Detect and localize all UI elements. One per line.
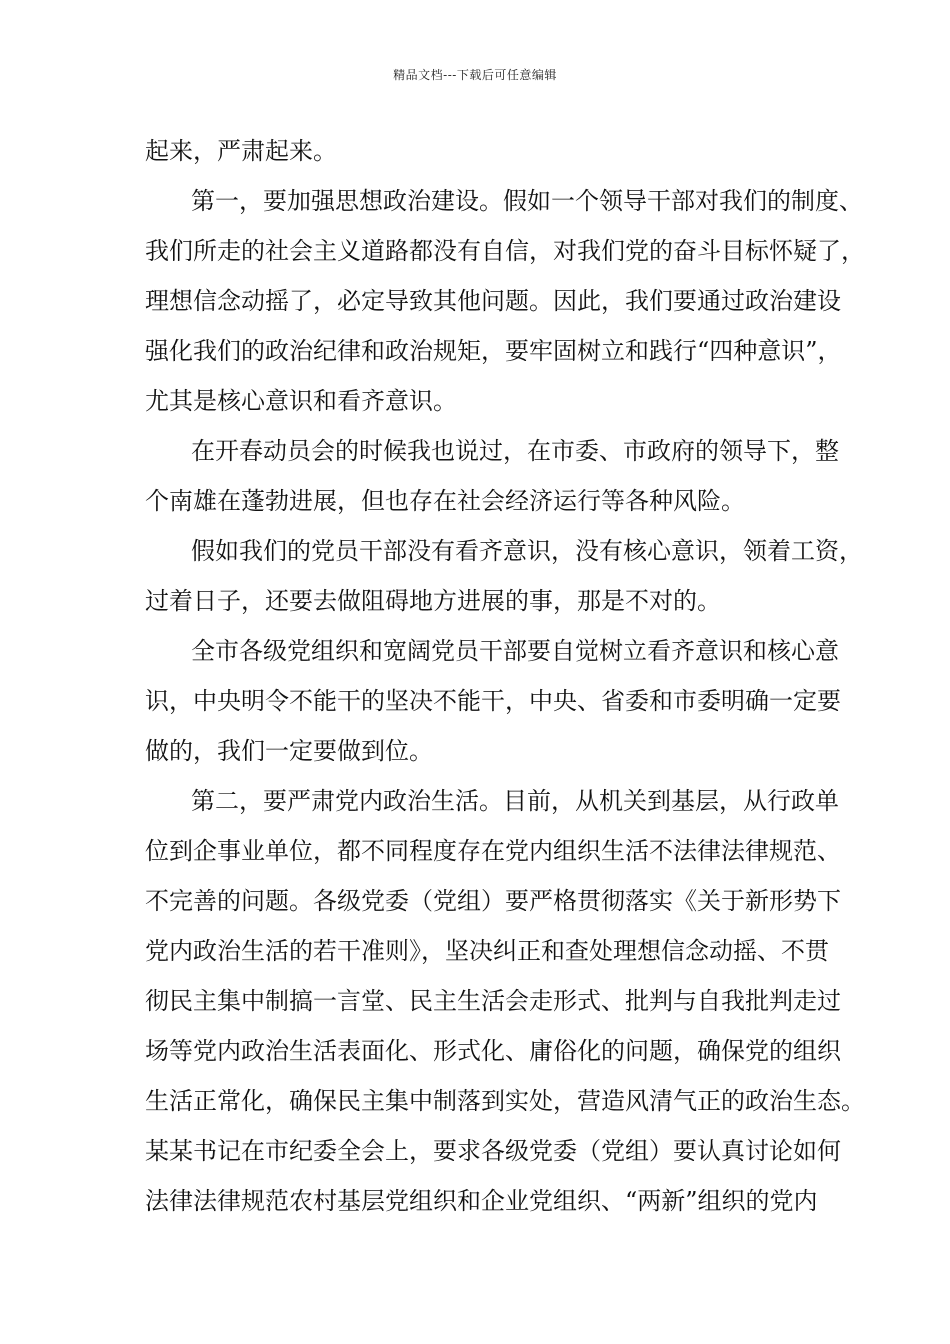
body-line: 某某书记在市纪委全会上，要求各级党委（党组）要认真讨论如何 bbox=[145, 1137, 841, 1165]
body-line: 在开春动员会的时候我也说过，在市委、市政府的领导下，整 bbox=[191, 437, 839, 465]
body-line: 第二，要严肃党内政治生活。目前，从机关到基层，从行政单 bbox=[191, 787, 839, 815]
body-line: 我们所走的社会主义道路都没有自信，对我们党的奋斗目标怀疑了， bbox=[145, 237, 865, 265]
body-line: 假如我们的党员干部没有看齐意识，没有核心意识，领着工资， bbox=[191, 537, 863, 565]
body-line: 个南雄在蓬勃进展，但也存在社会经济运行等各种风险。 bbox=[145, 487, 745, 515]
body-line: 过着日子，还要去做阻碍地方进展的事，那是不对的。 bbox=[145, 587, 721, 615]
body-line: 场等党内政治生活表面化、形式化、庸俗化的问题，确保党的组织 bbox=[145, 1037, 841, 1065]
body-line: 理想信念动摇了，必定导致其他问题。因此，我们要通过政治建设 bbox=[145, 287, 841, 315]
body-line: 生活正常化，确保民主集中制落到实处，营造风清气正的政治生态。 bbox=[145, 1087, 865, 1115]
body-line: 彻民主集中制搞一言堂、民主生活会走形式、批判与自我批判走过 bbox=[145, 987, 841, 1015]
page-header: 精品文档---下载后可任意编辑 bbox=[393, 68, 557, 82]
body-line: 尤其是核心意识和看齐意识。 bbox=[145, 387, 457, 415]
body-line: 起来，严肃起来。 bbox=[145, 137, 337, 165]
body-line: 位到企事业单位，都不同程度存在党内组织生活不法律法律规范、 bbox=[145, 837, 841, 865]
body-line: 全市各级党组织和宽阔党员干部要自觉树立看齐意识和核心意 bbox=[191, 637, 839, 665]
body-line: 识，中央明令不能干的坚决不能干，中央、省委和市委明确一定要 bbox=[145, 687, 841, 715]
body-line: 做的，我们一定要做到位。 bbox=[145, 737, 433, 765]
body-line: 法律法律规范农村基层党组织和企业党组织、“两新”组织的党内 bbox=[145, 1187, 818, 1215]
body-line: 不完善的问题。各级党委（党组）要严格贯彻落实《关于新形势下 bbox=[145, 887, 841, 915]
body-line: 党内政治生活的若干准则》，坚决纠正和查处理想信念动摇、不贯 bbox=[145, 937, 829, 965]
body-line: 第一，要加强思想政治建设。假如一个领导干部对我们的制度、 bbox=[191, 187, 863, 215]
body-line: 强化我们的政治纪律和政治规矩，要牢固树立和践行“四种意识”， bbox=[145, 337, 842, 365]
